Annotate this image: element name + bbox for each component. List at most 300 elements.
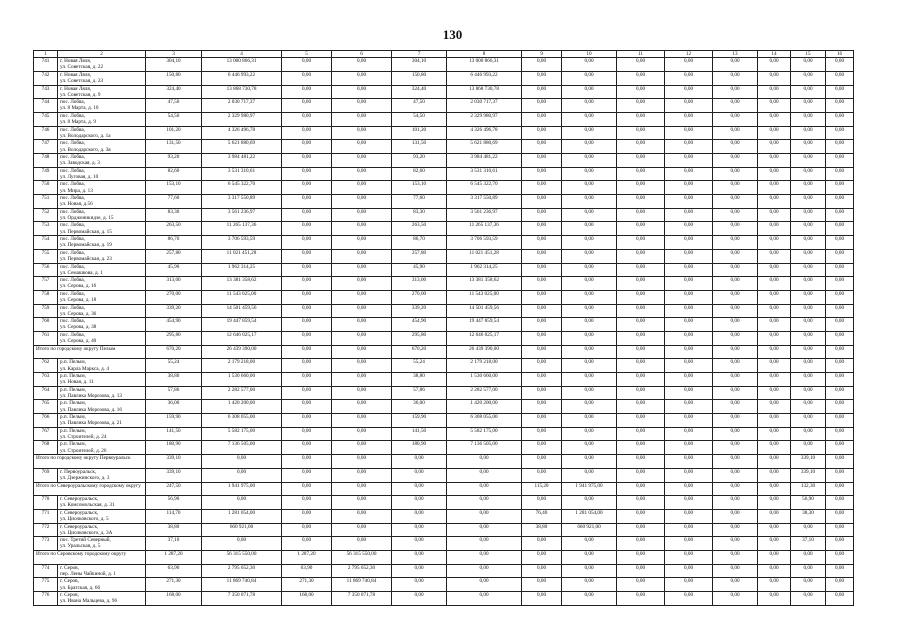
table-cell: 313,00 [392, 277, 447, 291]
table-cell: 2 179 218,00 [447, 359, 522, 373]
table-cell: 0,00 [713, 345, 758, 359]
row-number: 745 [34, 112, 58, 126]
table-cell: 339,10 [146, 468, 202, 482]
address-line: г. Североуральск, [60, 523, 99, 530]
address-cell [58, 140, 146, 154]
table-cell: 0,00 [713, 359, 758, 373]
table-cell: 0,00 [562, 167, 617, 181]
table-cell: 37,10 [791, 537, 826, 551]
table-cell: 0,00 [665, 85, 713, 99]
column-number-cell: 16 [826, 51, 854, 58]
row-number: 774 [34, 564, 58, 578]
address-cell [58, 373, 146, 387]
table-cell: 0,00 [826, 195, 854, 209]
table-cell: 0,00 [617, 222, 665, 236]
table-cell: 86,70 [392, 236, 447, 250]
table-row [34, 263, 854, 277]
table-cell: 4 326 496,78 [447, 126, 522, 140]
table-cell: 0,00 [791, 550, 826, 564]
table-cell: 168,00 [282, 592, 332, 606]
table-cell: 0,00 [758, 592, 791, 606]
table-cell: 0,00 [826, 592, 854, 606]
table-cell: 0,00 [332, 386, 392, 400]
subtotal-row [34, 345, 854, 359]
address-cell [58, 263, 146, 277]
table-cell: 0,00 [713, 154, 758, 168]
table-cell: 0,00 [826, 564, 854, 578]
address-line: пос. Лобва, [60, 140, 85, 147]
table-cell: 11 265 137,36 [447, 222, 522, 236]
table-cell: 0,00 [713, 537, 758, 551]
address-line: пос. Лобва, [60, 112, 85, 119]
table-cell: 0,00 [713, 414, 758, 428]
table-cell: 36,00 [392, 400, 447, 414]
table-cell: 153,10 [392, 181, 447, 195]
table-cell: 271,30 [146, 578, 202, 592]
table-cell: 0,00 [826, 126, 854, 140]
table-cell: 3 984 481,22 [202, 154, 282, 168]
table-cell: 0,00 [758, 400, 791, 414]
table-cell: 0,00 [332, 318, 392, 332]
table-cell: 5 621 880,69 [202, 140, 282, 154]
table-cell: 0,00 [758, 373, 791, 387]
table-cell: 0,00 [791, 414, 826, 428]
address-cell [58, 331, 146, 345]
table-cell: 0,00 [791, 126, 826, 140]
table-cell: 0,00 [392, 550, 447, 564]
table-cell: 0,00 [522, 592, 562, 606]
table-cell: 0,00 [332, 126, 392, 140]
address-line: ул. Строителей, д. 26 [60, 447, 107, 454]
row-number: 776 [34, 592, 58, 606]
table-cell: 0,00 [758, 126, 791, 140]
table-cell: 313,00 [146, 277, 202, 291]
table-cell: 0,00 [713, 564, 758, 578]
table-cell: 0,00 [665, 112, 713, 126]
row-number: 742 [34, 71, 58, 85]
table-row [34, 304, 854, 318]
table-row [34, 386, 854, 400]
address-cell [58, 414, 146, 428]
table-cell: 0,00 [562, 263, 617, 277]
table-cell: 339,10 [791, 455, 826, 469]
table-cell: 0,00 [332, 496, 392, 510]
table-cell: 0,00 [713, 509, 758, 523]
address-line: ул. Луговая, д. 10 [60, 173, 99, 180]
table-row [34, 509, 854, 523]
table-cell: 6 545 322,70 [447, 181, 522, 195]
table-cell: 0,00 [665, 154, 713, 168]
table-cell: 0,00 [665, 441, 713, 455]
table-cell: 0,00 [791, 249, 826, 263]
address-line: пос. Лобва, [60, 318, 85, 325]
table-cell: 141,50 [146, 427, 202, 441]
table-cell: 0,00 [713, 249, 758, 263]
table-cell: 168,00 [146, 592, 202, 606]
table-cell: 304,10 [392, 58, 447, 72]
table-cell: 0,00 [522, 195, 562, 209]
table-cell: 0,00 [562, 550, 617, 564]
table-cell: 0,00 [791, 578, 826, 592]
table-cell: 93,20 [392, 154, 447, 168]
table-row [34, 126, 854, 140]
table-cell: 0,00 [713, 195, 758, 209]
table-cell: 0,00 [758, 386, 791, 400]
table-cell: 0,00 [826, 85, 854, 99]
address-line: ул. Уральская, д. 5 [60, 543, 101, 550]
table-cell: 0,00 [826, 509, 854, 523]
table-cell: 56 315 550,00 [332, 550, 392, 564]
table-cell: 0,00 [282, 373, 332, 387]
row-number: 751 [34, 195, 58, 209]
table-cell: 0,00 [562, 71, 617, 85]
table-cell: 0,00 [826, 140, 854, 154]
table-cell: 304,10 [146, 58, 202, 72]
table-cell: 0,00 [713, 578, 758, 592]
address-line: ул. Новая, д.56 [60, 201, 93, 208]
table-cell: 3 531 310,61 [202, 167, 282, 181]
table-row [34, 523, 854, 537]
address-line: ул. Павлика Морозова, д. 16 [60, 406, 122, 413]
table-cell: 0,00 [282, 195, 332, 209]
table-cell: 0,00 [332, 222, 392, 236]
table-cell: 0,00 [665, 564, 713, 578]
table-cell: 0,00 [826, 290, 854, 304]
address-line: пос. Третий Северный, [60, 537, 111, 544]
address-line: пос. Лобва, [60, 195, 85, 202]
table-cell: 6 308 055,00 [202, 414, 282, 428]
table-row [34, 99, 854, 113]
table-cell: 0,00 [617, 592, 665, 606]
table-cell: 0,00 [617, 359, 665, 373]
table-cell: 0,00 [392, 482, 447, 496]
table-cell: 0,00 [665, 373, 713, 387]
table-cell: 0,00 [826, 537, 854, 551]
table-cell: 0,00 [202, 537, 282, 551]
table-cell: 0,00 [758, 318, 791, 332]
table-row [34, 236, 854, 250]
table-cell: 0,00 [522, 331, 562, 345]
table-cell: 0,00 [665, 167, 713, 181]
table-cell: 57,86 [146, 386, 202, 400]
subtotal-row [34, 455, 854, 469]
table-row [34, 592, 854, 606]
table-row [34, 112, 854, 126]
table-cell: 0,00 [826, 373, 854, 387]
table-cell: 13 868 730,78 [202, 85, 282, 99]
address-cell [58, 249, 146, 263]
table-cell: 0,00 [562, 496, 617, 510]
table-cell: 0,00 [758, 331, 791, 345]
table-cell: 454,90 [146, 318, 202, 332]
table-cell: 2 030 717,37 [447, 99, 522, 113]
table-cell: 339,10 [146, 455, 202, 469]
table-cell: 0,00 [665, 592, 713, 606]
table-cell: 0,00 [522, 400, 562, 414]
table-cell: 0,00 [791, 290, 826, 304]
table-cell: 0,00 [332, 523, 392, 537]
table-row [34, 496, 854, 510]
table-cell: 0,00 [665, 550, 713, 564]
table-cell: 0,00 [282, 455, 332, 469]
table-cell: 19 447 859,54 [202, 318, 282, 332]
table-cell: 0,00 [617, 249, 665, 263]
table-cell: 0,00 [791, 564, 826, 578]
column-number-cell: 5 [282, 51, 332, 58]
table-cell: 3 706 593,59 [447, 236, 522, 250]
table-cell: 0,00 [826, 427, 854, 441]
row-number: 770 [34, 496, 58, 510]
table-cell: 0,00 [617, 496, 665, 510]
table-cell: 0,00 [665, 236, 713, 250]
address-cell [58, 236, 146, 250]
address-line: ул. Павлика Морозова, д. 13 [60, 392, 122, 399]
table-cell: 0,00 [826, 181, 854, 195]
address-cell [58, 154, 146, 168]
address-line: ул. Павлика Морозова, д. 21 [60, 420, 122, 427]
table-row [34, 400, 854, 414]
table-cell: 0,00 [522, 222, 562, 236]
table-cell: 0,00 [617, 85, 665, 99]
table-cell: 0,00 [758, 537, 791, 551]
subtotal-label: Итого по Серовскому городскому округу [34, 550, 146, 564]
table-row [34, 249, 854, 263]
table-row [34, 578, 854, 592]
address-cell [58, 564, 146, 578]
table-cell: 38,80 [522, 523, 562, 537]
table-cell: 36,00 [146, 400, 202, 414]
table-cell: 0,00 [758, 509, 791, 523]
address-cell [58, 386, 146, 400]
table-cell: 0,00 [617, 154, 665, 168]
table-cell: 82,60 [146, 167, 202, 181]
table-row [34, 537, 854, 551]
table-cell: 0,00 [522, 468, 562, 482]
table-row [34, 85, 854, 99]
table-cell: 270,00 [392, 290, 447, 304]
table-cell: 6 308 055,00 [447, 414, 522, 428]
address-line: р.п. Пелым, [60, 373, 86, 380]
table-cell: 0,00 [332, 359, 392, 373]
address-cell [58, 523, 146, 537]
subtotal-row [34, 482, 854, 496]
table-cell: 0,00 [562, 249, 617, 263]
row-number: 771 [34, 509, 58, 523]
table-cell: 0,00 [791, 427, 826, 441]
table-cell: 0,00 [713, 112, 758, 126]
address-line: ул. Серова, д. 18 [60, 297, 97, 304]
table-cell: 0,00 [562, 85, 617, 99]
row-number: 756 [34, 263, 58, 277]
table-cell: 55,24 [392, 359, 447, 373]
address-cell [58, 85, 146, 99]
table-cell: 0,00 [826, 496, 854, 510]
table-cell: 0,00 [758, 195, 791, 209]
subtotal-label: Итого по городскому округу Пелым [34, 345, 146, 359]
table-cell: 1 962 314,25 [202, 263, 282, 277]
table-cell: 0,00 [522, 550, 562, 564]
table-cell: 0,00 [713, 290, 758, 304]
row-number: 755 [34, 249, 58, 263]
address-line: ул. Новая, д. 11 [60, 379, 94, 386]
table-cell: 0,00 [758, 455, 791, 469]
table-cell: 0,00 [617, 564, 665, 578]
table-cell: 271,30 [282, 578, 332, 592]
table-cell: 295,80 [392, 331, 447, 345]
row-number: 767 [34, 427, 58, 441]
table-cell: 0,00 [791, 208, 826, 222]
table-cell: 0,00 [617, 208, 665, 222]
row-number: 769 [34, 468, 58, 482]
table-cell: 38,80 [146, 523, 202, 537]
table-cell: 0,00 [562, 277, 617, 291]
table-cell: 0,00 [665, 414, 713, 428]
address-line: ул. Ивана Мальцева, д. 96 [60, 598, 118, 605]
table-cell: 0,00 [791, 99, 826, 113]
table-cell: 0,00 [713, 208, 758, 222]
table-cell: 38,80 [392, 373, 447, 387]
table-cell: 0,00 [617, 414, 665, 428]
table-cell: 0,00 [826, 318, 854, 332]
table-cell: 0,00 [758, 550, 791, 564]
table-cell: 0,00 [617, 550, 665, 564]
table-cell: 3 531 310,61 [447, 167, 522, 181]
table-cell: 0,00 [282, 99, 332, 113]
address-cell [58, 578, 146, 592]
table-cell: 0,00 [665, 578, 713, 592]
table-cell: 13 381 358,62 [202, 277, 282, 291]
table-cell: 0,00 [332, 441, 392, 455]
table-cell: 0,00 [617, 509, 665, 523]
table-cell: 0,00 [562, 154, 617, 168]
table-cell: 0,00 [665, 195, 713, 209]
table-cell: 1 281 054,00 [562, 509, 617, 523]
table-cell: 132,30 [791, 482, 826, 496]
table-cell: 86,70 [146, 236, 202, 250]
table-cell: 0,00 [562, 126, 617, 140]
address-line: пос. Лобва, [60, 222, 85, 229]
table-cell: 0,00 [665, 331, 713, 345]
table-cell: 0,00 [282, 277, 332, 291]
row-number: 772 [34, 523, 58, 537]
column-number-cell: 8 [447, 51, 522, 58]
table-cell: 295,80 [146, 331, 202, 345]
table-cell: 5 582 175,00 [447, 427, 522, 441]
table-cell: 0,00 [758, 71, 791, 85]
table-cell: 0,00 [617, 345, 665, 359]
table-cell: 0,00 [826, 222, 854, 236]
table-cell: 0,00 [791, 154, 826, 168]
table-cell: 2 795 652,30 [332, 564, 392, 578]
address-cell [58, 441, 146, 455]
address-line: г. Новая Ляля, [60, 71, 92, 78]
column-number-cell: 11 [617, 51, 665, 58]
table-cell: 0,00 [791, 58, 826, 72]
column-number-cell: 14 [758, 51, 791, 58]
table-cell: 0,00 [826, 359, 854, 373]
table-cell: 0,00 [713, 71, 758, 85]
table-cell: 0,00 [713, 496, 758, 510]
address-line: ул. Дзержинского, д. 3 [60, 475, 110, 482]
table-cell: 0,00 [791, 386, 826, 400]
table-cell: 0,00 [332, 85, 392, 99]
table-cell: 0,00 [562, 345, 617, 359]
table-cell: 7 136 505,00 [202, 441, 282, 455]
table-row [34, 331, 854, 345]
table-cell: 54,50 [146, 112, 202, 126]
table-cell: 0,00 [282, 509, 332, 523]
table-cell: 38,30 [791, 509, 826, 523]
address-cell [58, 222, 146, 236]
address-line: ул. Володарского, д. 1а [60, 132, 111, 139]
table-cell: 0,00 [713, 318, 758, 332]
table-cell: 26 439 390,00 [447, 345, 522, 359]
table-cell: 131,50 [146, 140, 202, 154]
address-line: пос. Лобва, [60, 99, 85, 106]
table-cell: 47,50 [146, 99, 202, 113]
table-cell: 0,00 [282, 167, 332, 181]
address-cell [58, 427, 146, 441]
table-cell: 0,00 [392, 592, 447, 606]
address-cell [58, 468, 146, 482]
table-cell: 0,00 [562, 537, 617, 551]
table-cell: 5 582 175,00 [202, 427, 282, 441]
table-cell: 0,00 [826, 99, 854, 113]
table-cell: 0,00 [665, 58, 713, 72]
table-cell: 339,20 [392, 304, 447, 318]
table-cell: 0,00 [522, 249, 562, 263]
address-cell [58, 318, 146, 332]
table-cell: 0,00 [826, 578, 854, 592]
table-cell: 7 350 071,78 [202, 592, 282, 606]
table-row [34, 373, 854, 387]
subtotal-label: Итого по Североуральскому городскому округу [34, 482, 146, 496]
table-cell: 324,40 [392, 85, 447, 99]
table-cell: 0,00 [282, 482, 332, 496]
table-cell: 0,00 [282, 345, 332, 359]
table-cell: 0,00 [522, 181, 562, 195]
table-cell: 2 329 980,97 [202, 112, 282, 126]
table-cell: 0,00 [713, 468, 758, 482]
table-cell: 0,00 [282, 400, 332, 414]
table-cell: 1 287,20 [282, 550, 332, 564]
table-cell: 660 921,00 [562, 523, 617, 537]
table-cell: 0,00 [665, 249, 713, 263]
table-row [34, 290, 854, 304]
row-number: 765 [34, 400, 58, 414]
table-cell: 0,00 [826, 236, 854, 250]
table-cell: 0,00 [713, 427, 758, 441]
table-cell: 0,00 [332, 345, 392, 359]
table-cell: 0,00 [665, 222, 713, 236]
table-cell: 0,00 [791, 195, 826, 209]
table-cell: 324,40 [146, 85, 202, 99]
address-line: ул. 8 Марта, д. 10 [60, 105, 99, 112]
address-line: ул. Циолковского, д. 5 [60, 516, 109, 523]
table-cell: 0,00 [758, 208, 791, 222]
table-cell: 0,00 [332, 509, 392, 523]
table-cell: 3 984 481,22 [447, 154, 522, 168]
column-number-cell: 6 [332, 51, 392, 58]
table-cell: 0,00 [332, 249, 392, 263]
table-cell: 0,00 [282, 154, 332, 168]
table-row [34, 71, 854, 85]
table-header-row [34, 51, 854, 58]
table-cell: 0,00 [282, 427, 332, 441]
table-cell: 0,00 [617, 468, 665, 482]
table-cell: 1 530 660,00 [447, 373, 522, 387]
address-line: ул. Орджоникидзе, д. 15 [60, 214, 114, 221]
